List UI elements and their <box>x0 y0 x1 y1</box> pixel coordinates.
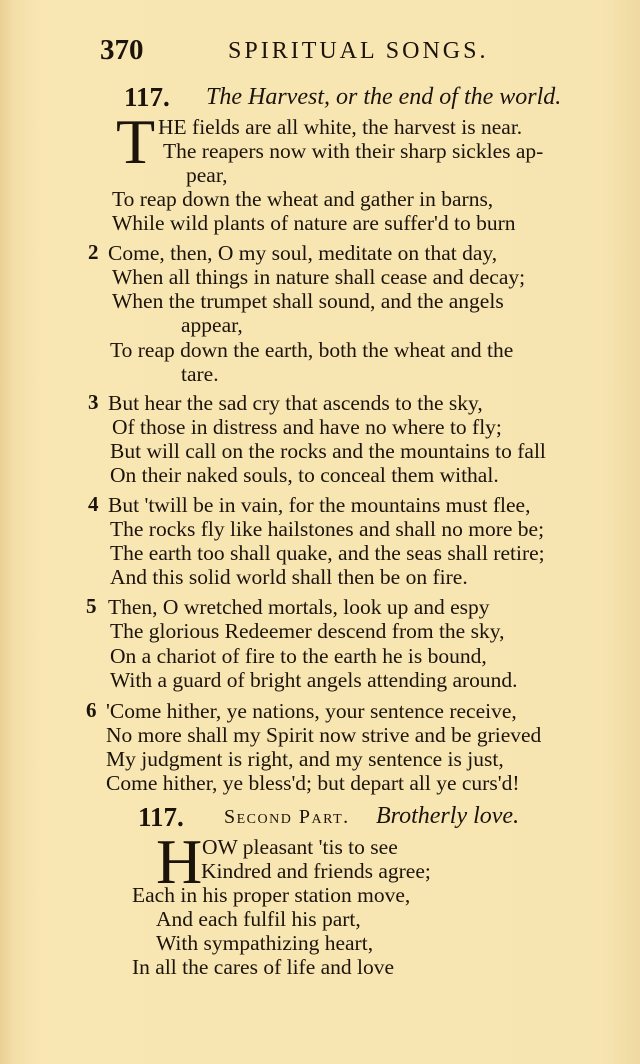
verse-line: With sympathizing heart, <box>156 931 374 955</box>
verse-line: Then, O wretched mortals, look up and espy <box>108 595 490 619</box>
hymn-title: Brotherly love. <box>376 803 520 829</box>
verse-line: HE fields are all white, the harvest is near. <box>158 115 523 139</box>
drop-cap: H <box>156 826 203 897</box>
verse-line: With a guard of bright angels attending around. <box>110 668 518 692</box>
verse-line: In all the cares of life and love <box>132 955 395 979</box>
running-title: SPIRITUAL SONGS. <box>228 38 489 64</box>
verse-line: Kindred and friends agree; <box>201 859 431 883</box>
verse-line: But 'twill be in vain, for the mountains must flee, <box>108 493 531 517</box>
hymn-heading <box>0 82 640 116</box>
verse-line: On a chariot of fire to the earth he is bound, <box>110 644 487 668</box>
verse-line: Of those in distress and have no where to fly; <box>112 415 502 439</box>
verse-line: pear, <box>186 163 228 187</box>
verse-line: No more shall my Spirit now strive and be grieved <box>106 723 542 747</box>
verse-line: The glorious Redeemer descend from the sky, <box>110 619 505 643</box>
hymn-number: 117. <box>138 802 184 832</box>
drop-cap: T <box>116 106 156 177</box>
verse-line: Each in his proper station move, <box>132 883 411 907</box>
verse-line: OW pleasant 'tis to see <box>202 835 398 859</box>
verse-line: appear, <box>181 313 243 337</box>
verse-line: 'Come hither, ye nations, your sentence receive, <box>106 699 517 723</box>
verse-line: Come hither, ye bless'd; but depart all ye curs'd! <box>106 771 520 795</box>
verse-line: When the trumpet shall sound, and the angels <box>112 289 504 313</box>
part-label: Second Part. <box>224 806 350 828</box>
verse-line: Come, then, O my soul, meditate on that day, <box>108 241 498 265</box>
verse-line: But hear the sad cry that ascends to the sky, <box>108 391 483 415</box>
verse-line: The earth too shall quake, and the seas shall retire; <box>110 541 545 565</box>
verse-line: The rocks fly like hailstones and shall no more be; <box>110 517 545 541</box>
stanza-number: 2 <box>88 240 99 264</box>
verse-line: To reap down the wheat and gather in barns, <box>112 187 494 211</box>
stanza-number: 5 <box>86 594 97 618</box>
verse-line: And this solid world shall then be on fire. <box>110 565 468 589</box>
verse-line: When all things in nature shall cease and decay; <box>112 265 526 289</box>
verse-line: And each fulfil his part, <box>156 907 361 931</box>
page-header <box>0 34 640 74</box>
stanza-number: 6 <box>86 698 97 722</box>
hymn-number: 117. <box>124 82 170 112</box>
verse-line: On their naked souls, to conceal them withal. <box>110 463 499 487</box>
verse-line: While wild plants of nature are suffer'd to burn <box>112 211 516 235</box>
stanza-number: 3 <box>88 390 99 414</box>
verse-line: To reap down the earth, both the wheat and the <box>110 338 514 362</box>
verse-line: tare. <box>181 362 219 386</box>
verse-line: The reapers now with their sharp sickles ap- <box>163 139 544 163</box>
hymn-part-heading <box>0 802 640 836</box>
page-number: 370 <box>100 34 144 66</box>
hymn-title: The Harvest, or the end of the world. <box>206 84 562 110</box>
verse-line: My judgment is right, and my sentence is just, <box>106 747 504 771</box>
verse-line: But will call on the rocks and the mountains to fall <box>110 439 546 463</box>
stanza-number: 4 <box>88 492 99 516</box>
